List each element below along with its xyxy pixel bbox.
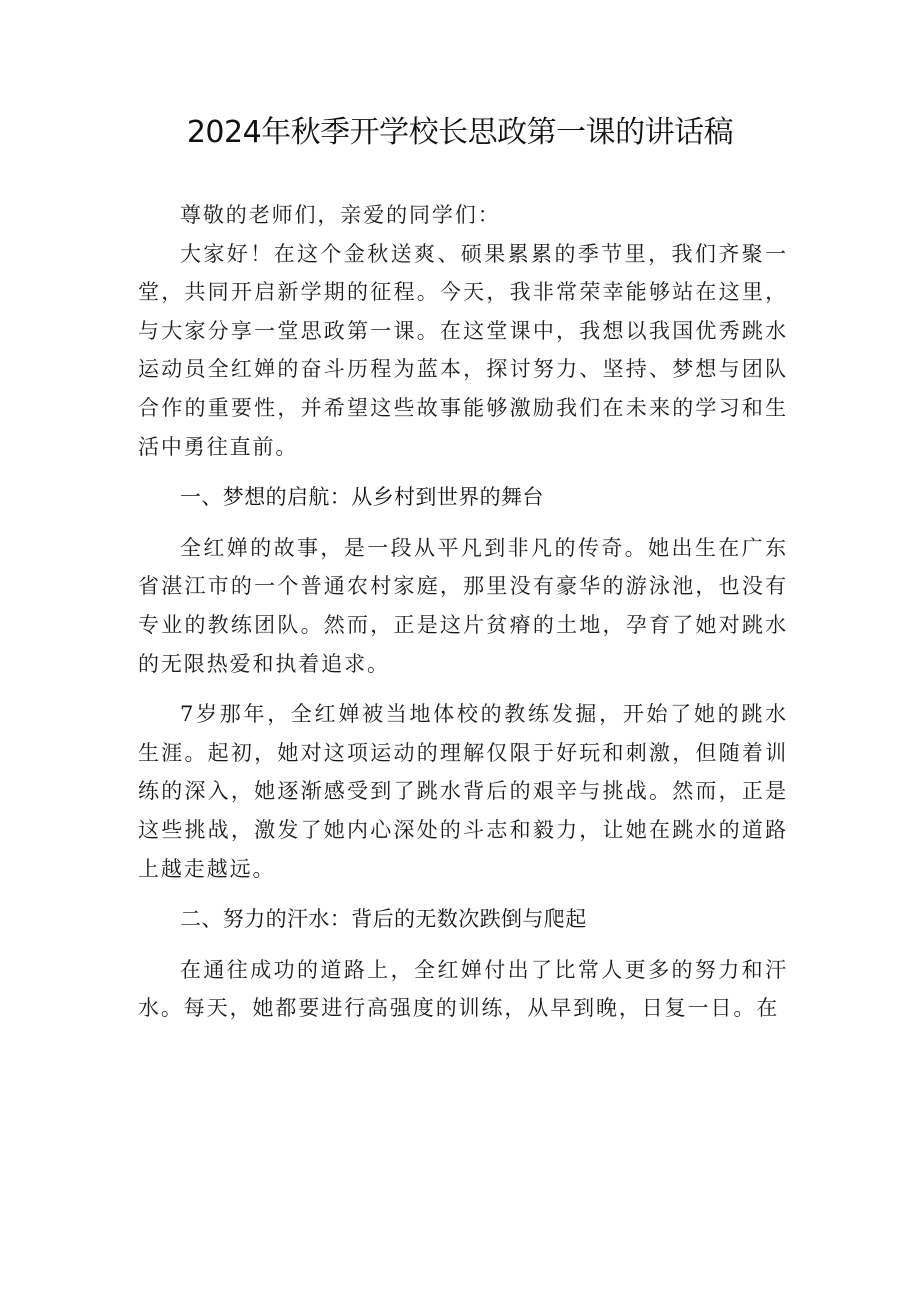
section-heading-1: 一、梦想的启航：从乡村到世界的舞台	[180, 485, 544, 510]
salutation: 尊敬的老师们，亲爱的同学们：	[180, 203, 501, 227]
section-1-paragraph-2: 7岁那年，全红婵被当地体校的教练发掘，开始了她的跳水生涯。起初，她对这项运动的理解仅限于好玩和刺激，但随着训练的深入，她逐渐感受到了跳水背后的艰辛与挑战。然而，正是这些挑战，激发了她内心深处的斗志和毅力，让她在跳水的道路上越走越远。	[138, 702, 788, 881]
document-title: 2024年秋季开学校长思政第一课的讲话稿	[186, 115, 734, 150]
section-heading-2: 二、努力的汗水：背后的无数次跌倒与爬起	[180, 907, 587, 932]
section-1-paragraph-1: 全红婵的故事，是一段从平凡到非凡的传奇。她出生在广东省湛江市的一个普通农村家庭，那里没有豪华的游泳池，也没有专业的教练团队。然而，正是这片贫瘠的土地，孕育了她对跳水的无限热爱和执着追求。	[138, 535, 788, 676]
document-body	[138, 196, 788, 1028]
section-2-paragraph-1: 在通往成功的道路上，全红婵付出了比常人更多的努力和汗水。每天，她都要进行高强度的训练，从早到晚，日复一日。在	[138, 957, 788, 1021]
intro-paragraph: 大家好！在这个金秋送爽、硕果累累的季节里，我们齐聚一堂，共同开启新学期的征程。今天，我非常荣幸能够站在这里，与大家分享一堂思政第一课。在这堂课中，我想以我国优秀跳水运动员全红婵的奋斗历程为蓝本，探讨努力、坚持、梦想与团队合作的重要性，并希望这些故事能够激励我们在未来的学习和生活中勇往直前。	[138, 241, 788, 459]
